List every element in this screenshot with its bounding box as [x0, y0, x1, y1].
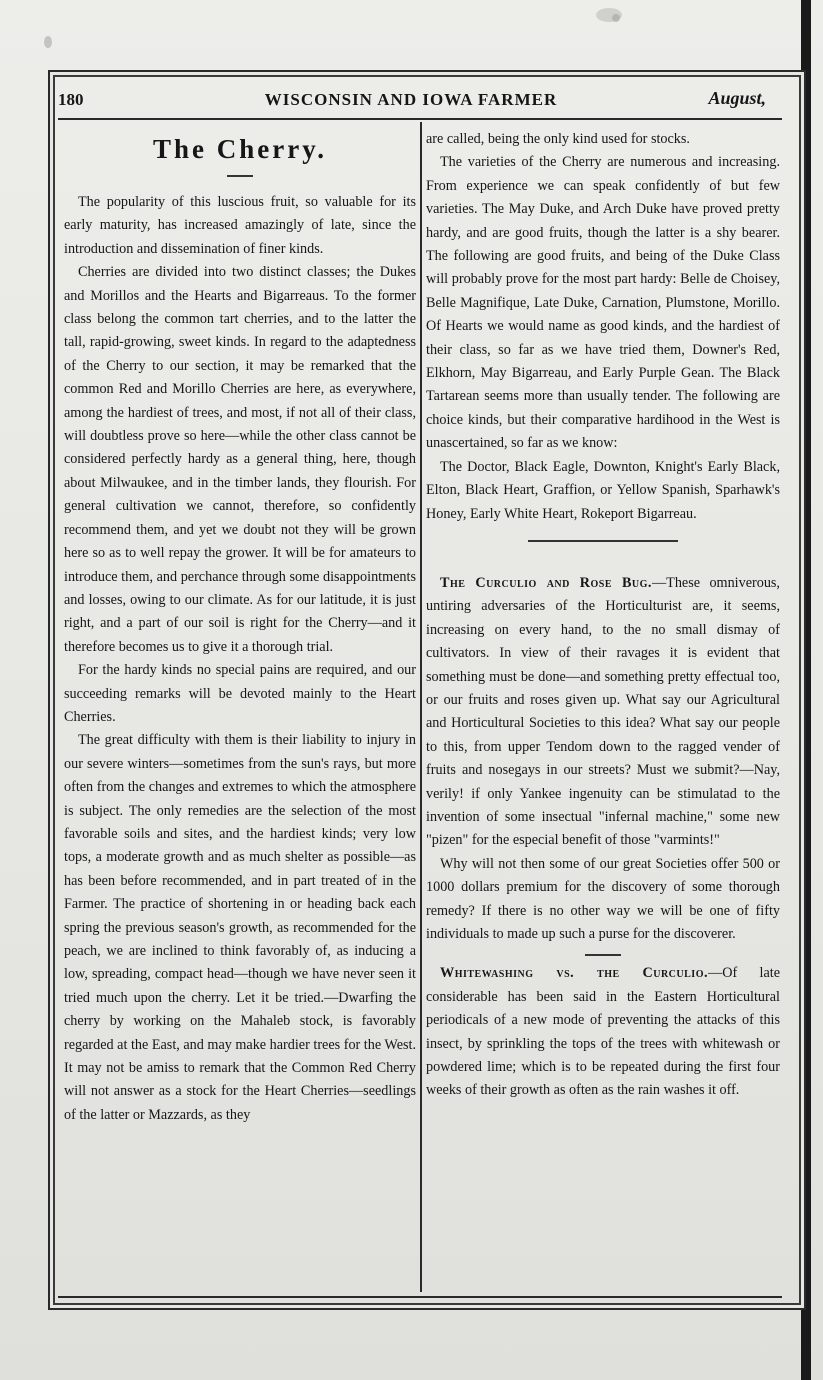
whitewash-text: —Of late considerable has been said in the Eastern Horticultural periodicals of a new mode of preventing the attacks of this insect, by sprinkling the tops of the trees with whitewash or powdered lime; which is to be repeated during the first four weeks of their growth as often as the rain washes it off.: [426, 965, 781, 1099]
article-title: The Cherry.: [153, 134, 327, 164]
paragraph: Cherries are divided into two distinct classes; the Dukes and Morillos and the Hearts and Bigarreaus. To the former class belong the common tart cherries, and to the latter the tall, rapid-growing, sweet kinds. In regard to the adaptedness of the Cherry to our section, it may be remarked that the common Red and Morillo Cherries are here, as everywhere, among the hardiest of trees, and most, if not all of their class, will doubtless prove so here—while the other class cannot be considered perfectly hardy as a general thing, here, though about Milwaukee, and in the timber lands, they flourish. For general cultivation we cannot, therefore, so confidently recommend them, and yet we doubt not they will be grown here so as to well repay the grower. It will be for amateurs to introduce them, and perchance through some disappointments and losses, owing to our climate. As for our latitude, it is just right, and a part of our soil is right for the Cherry—and it therefore becomes us to give it a thorough trial.: [64, 264, 416, 655]
paragraph: The Doctor, Black Eagle, Downton, Knight's Early Black, Elton, Black Heart, Graffion, or Yellow Spanish, Sparhawk's Honey, Early White Heart, Rokeport Bigarreau.: [426, 458, 780, 522]
issue-month: August,: [708, 88, 766, 108]
section-rule: [528, 540, 678, 542]
paragraph: are called, being the only kind used for stocks.: [426, 131, 690, 147]
whitewash-heading: Whitewashing vs. the Curculio.: [440, 965, 709, 982]
publication-title: WISCONSIN AND IOWA FARMER: [264, 90, 558, 109]
paragraph: The varieties of the Cherry are numerous and increasing. From experience we can speak confidently of but few varieties. The May Duke, and Arch Duke have proved pretty hardy, and are good fruits, though the latter is a shy bearer. The following are good fruits, and being of the Duke Class will probably prove for the most part hardy: Belle de Choisey, Belle Magnifique, Late Duke, Carnation, Plumstone, Morillo. Of Hearts we would name as good kinds, and the hardiest of their class, so far as we have tried them, Downer's Red, Elkhorn, May Bigarreau, and Early Purple Gean. The Black Tartarean seems more than usually tender. The following are choice kinds, but their comparative hardihood in the West is unascertained, so far as we know:: [426, 154, 780, 452]
whitewash-article: [426, 962, 780, 1102]
paragraph: The great difficulty with them is their liability to injury in our severe winters—sometimes from the sun's rays, but more often from the changes and extremes to which the atmosphere is subject. The only remedies are the selection of the most favorable soils and sites, and the hardiest kinds; very low tops, a moderate growth and as much shelter as possible—as has been before recommended, and in part treated of in the Farmer. The practice of shortening in or heading back each spring the previous season's growth, as recommended for the peach, we are inclined to think favorably of, as inducing a low, spreading, compact head—though we have never seen it tried much upon the cherry. Let it be tried.—Dwarfing the cherry by working on the Mahaleb stock, is favorably regarded at the East, and may make hardier trees for the West. It may not be amiss to remark that the Common Red Cherry will not answer as a stock for the Heart Cherries—seedlings of the latter or Mazzards, as they: [64, 732, 416, 1123]
ink-smudge: [44, 36, 52, 48]
page-number: 180: [58, 90, 84, 109]
section-rule: [585, 954, 621, 956]
ink-smudge: [612, 14, 620, 22]
footer-rule: [58, 1296, 782, 1298]
paragraph: For the hardy kinds no special pains are required, and our succeeding remarks will be devoted mainly to the Heart Cherries.: [64, 662, 416, 725]
column-divider: [420, 122, 422, 1292]
right-column: [426, 128, 780, 1103]
header-rule: [58, 118, 782, 120]
title-rule: [227, 175, 253, 177]
left-column: [64, 128, 416, 1127]
curculio-text: —These omniverous, untiring adversaries of the Horticulturist are, it seems, increasing on every hand, to the no small dismay of cultivators. In view of their ravages it is evident that something must be done—and something pretty effectual too, or our fruits and roses given up. What say our Agricultural and Horticultural Societies to this idea? What say our people to this, from upper Tendom down to the ragged vender of fruits and nosegays in our streets? Must we submit?—Nay, verily! if only Yankee ingenuity can be stimulatad to the invention of some insectual "infernal machine," some new "pizen" for the especial benefit of those "varmints!": [426, 574, 780, 849]
curculio-heading: The Curculio and Rose Bug.: [440, 574, 652, 591]
curculio-article: [426, 572, 780, 853]
running-header: [58, 86, 764, 112]
paragraph: The popularity of this luscious fruit, so valuable for its early maturity, has increased amazingly of late, since the introduction and dissemination of finer kinds.: [64, 194, 416, 257]
paragraph: Why will not then some of our great Societies offer 500 or 1000 dollars premium for the discovery of some thorough remedy? If there is no other way we will be one of fifty individuals to made up such a purse for the discoverer.: [426, 855, 780, 942]
